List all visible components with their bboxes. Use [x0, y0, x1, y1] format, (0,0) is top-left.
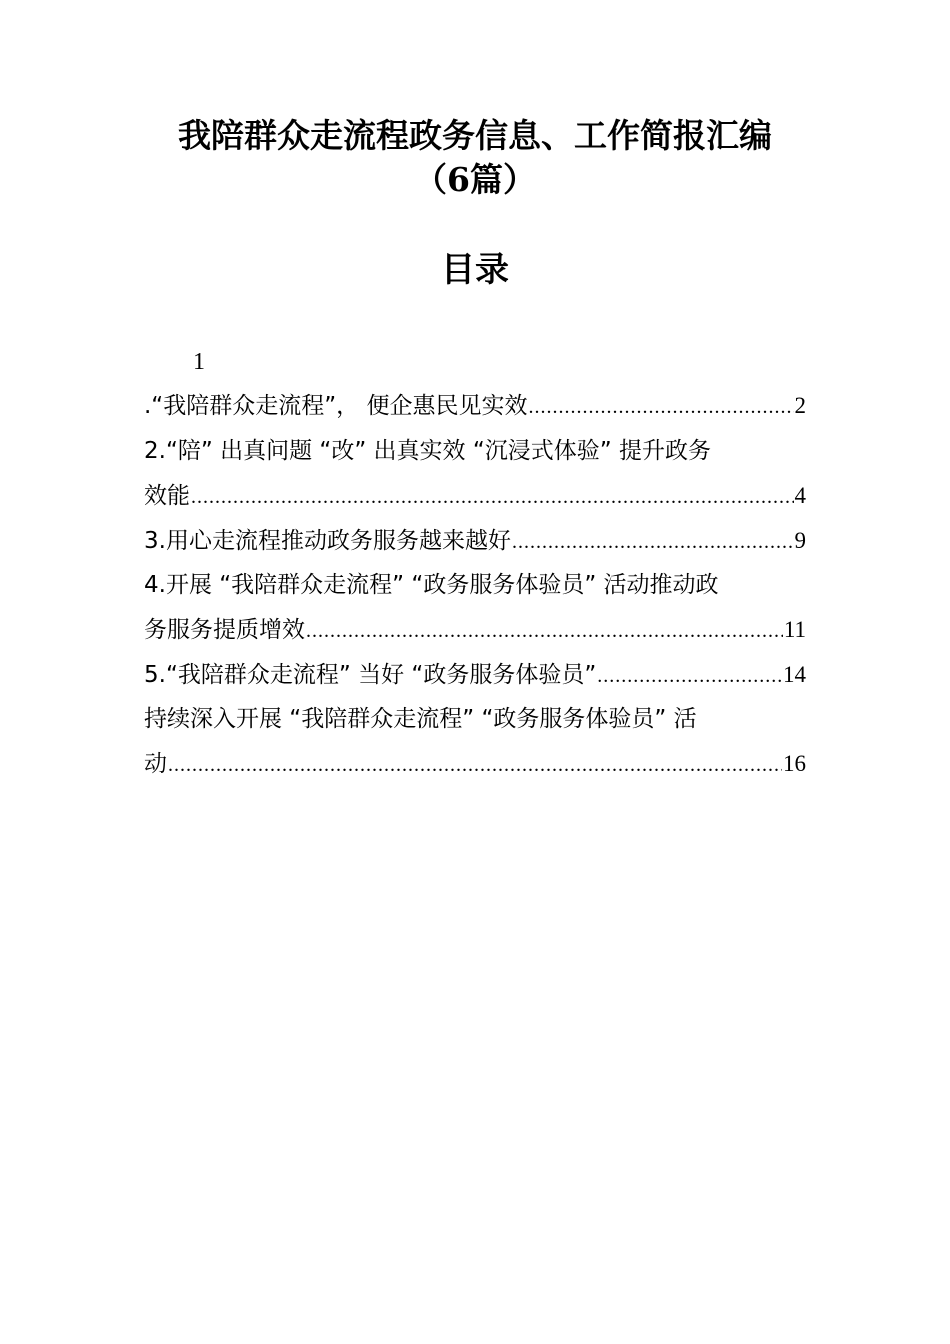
toc-entry-1-page: 2 [794, 393, 806, 418]
toc-entry-5-page: 14 [783, 662, 806, 687]
toc-leader-dots [597, 656, 782, 695]
toc-entry-2-text: 2.“陪” 出真问题 “改” 出真实效 “沉浸式体验” 提升政务 [144, 438, 711, 464]
toc-entry-1[interactable] [144, 386, 806, 426]
toc-leader-dots [306, 611, 783, 650]
toc-leader-dots [168, 745, 782, 784]
toc-entry-1-number: 1 [193, 349, 205, 375]
toc-entry-4-page: 11 [783, 617, 806, 642]
toc-entry-5[interactable] [144, 655, 806, 695]
toc-entry-2-page: 4 [794, 483, 806, 508]
toc-entry-3[interactable] [144, 521, 806, 561]
document-title: 我陪群众走流程政务信息、工作简报汇编 [178, 116, 772, 155]
toc-entry-4-text-cont: 务服务提质增效 [144, 617, 305, 643]
toc-entry-6-text-cont: 动 [144, 751, 167, 777]
toc-entry-4-line-2[interactable] [144, 610, 806, 650]
toc-entry-3-text: 3.用心走流程推动政务服务越来越好 [144, 528, 511, 554]
toc-entry-3-page: 9 [794, 528, 806, 553]
toc-heading: 目录 [441, 250, 509, 290]
toc-leader-dots [191, 477, 794, 516]
toc-leader-dots [528, 387, 793, 426]
toc-entry-4-line-1[interactable] [144, 565, 806, 605]
document-subtitle: （6篇） [414, 160, 536, 199]
toc-entry-5-text: 5.“我陪群众走流程” 当好 “政务服务体验员” [144, 662, 597, 688]
toc-entry-2-line-1[interactable] [144, 431, 806, 471]
toc-entry-2-line-2[interactable] [144, 476, 806, 516]
toc-entry-1-text: .“我陪群众走流程”， 便企惠民见实效 [144, 393, 528, 419]
toc-leader-dots [512, 522, 794, 561]
toc-entry-6-line-2[interactable] [144, 744, 806, 784]
toc-entry-6-page: 16 [783, 751, 806, 776]
toc-entry-4-text: 4.开展 “我陪群众走流程” “政务服务体验员” 活动推动政 [144, 572, 719, 598]
toc-entry-2-text-cont: 效能 [144, 483, 190, 509]
toc-entry-6-text: 持续深入开展 “我陪群众走流程” “政务服务体验员” 活 [144, 706, 697, 732]
toc-entry-6-line-1[interactable] [144, 699, 806, 739]
